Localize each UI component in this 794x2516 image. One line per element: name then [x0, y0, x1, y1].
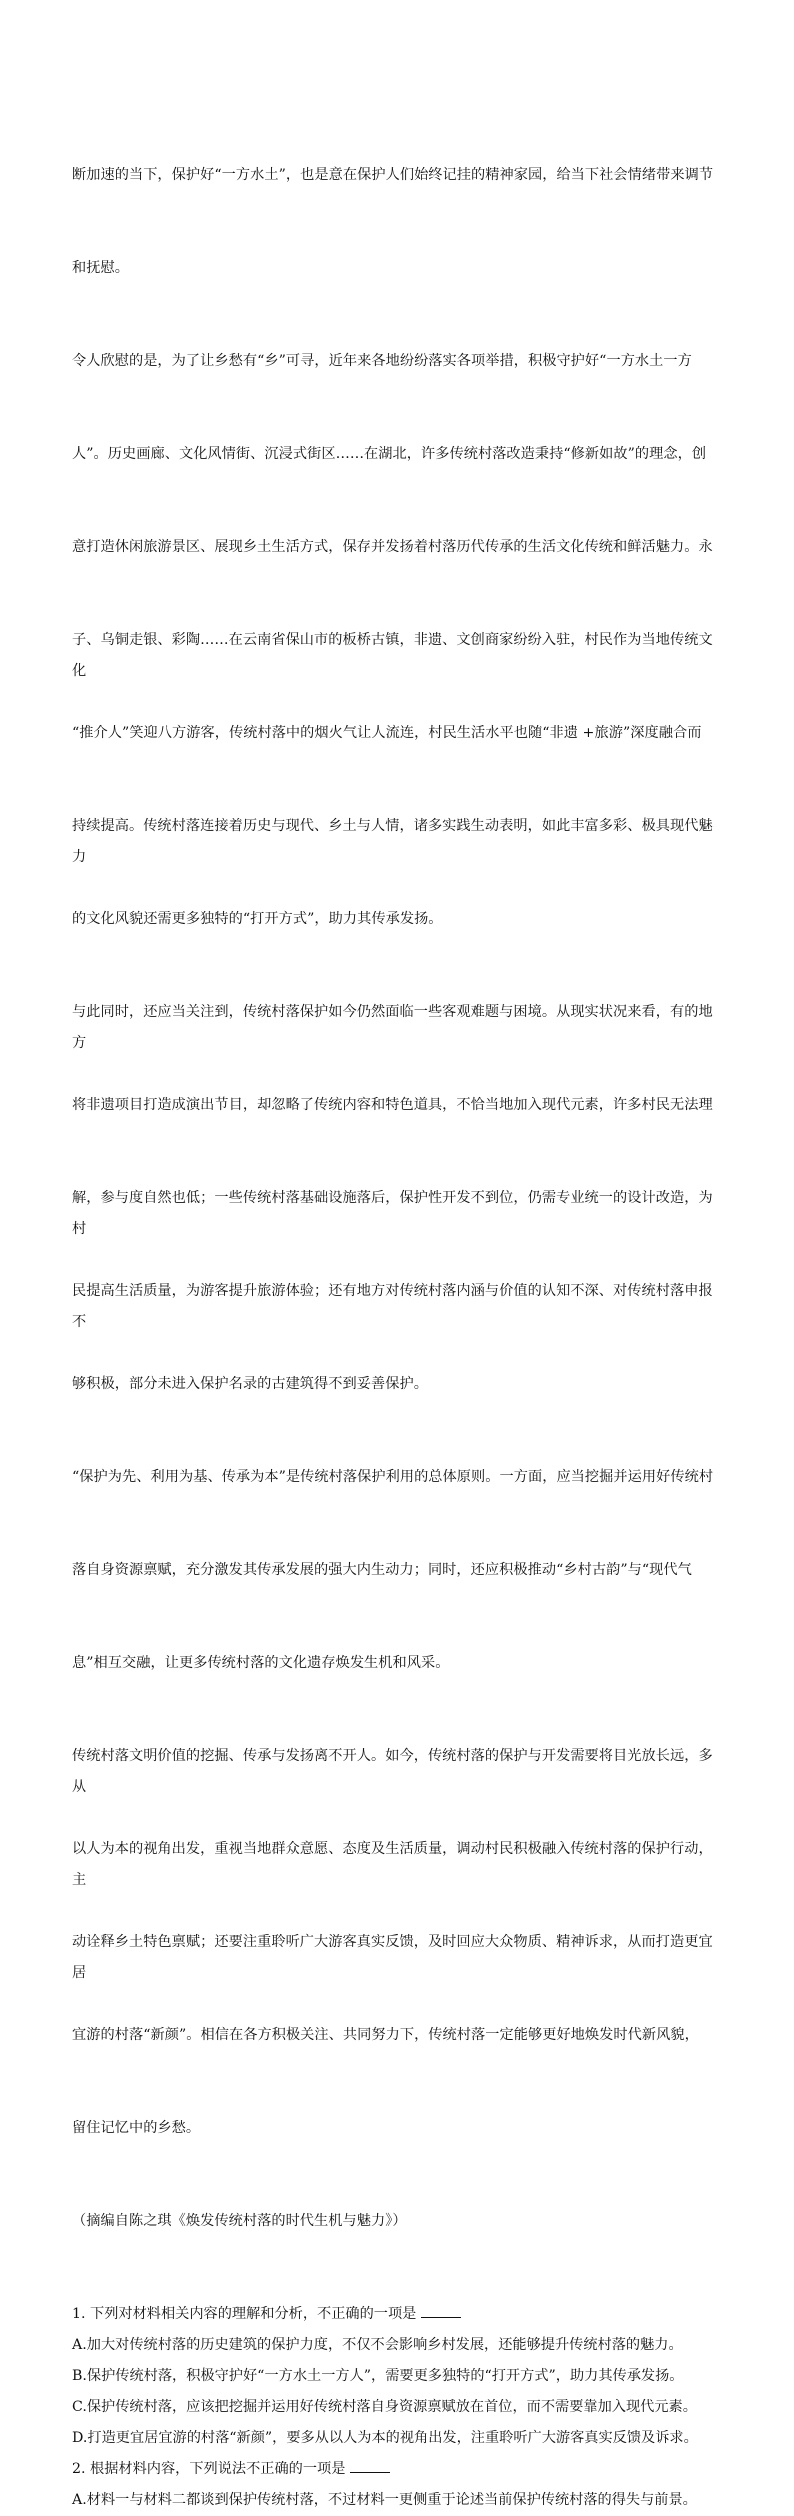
passage-line: 以人为本的视角出发，重视当地群众意愿、态度及生活质量，调动村民积极融入传统村落的保护行动，主	[72, 1841, 713, 1888]
question-1-option-c: C.保护传统村落，应该把挖掘并运用好传统村落自身资源禀赋放在首位，而不需要靠加入现代元素。	[72, 2399, 697, 2415]
question-2-stem	[72, 2454, 722, 2485]
question-1-stem	[72, 2299, 722, 2330]
passage-line: 民提高生活质量，为游客提升旅游体验；还有地方对传统村落内涵与价值的认知不深、对传统村落申报不	[72, 1283, 713, 1330]
passage-line: 断加速的当下，保护好“一方水土”，也是意在保护人们始终记挂的精神家园，给当下社会情绪带来调节	[72, 167, 714, 183]
question-1-option-d: D.打造更宜居宜游的村落“新颜”，要多从以人为本的视角出发，注重聆听广大游客真实反馈及诉求。	[72, 2430, 698, 2446]
passage-line: 传统村落文明价值的挖掘、传承与发扬离不开人。如今，传统村落的保护与开发需要将目光放长远，多从	[72, 1748, 713, 1795]
question-1-option-a: A.加大对传统村落的历史建筑的保护力度，不仅不会影响乡村发展，还能够提升传统村落的魅力。	[72, 2337, 683, 2353]
passage-line: 人”。历史画廊、文化风情街、沉浸式街区……在湖北，许多传统村落改造秉持“修新如故”的理念，创	[72, 446, 707, 462]
passage-line: 够积极，部分未进入保护名录的古建筑得不到妥善保护。	[72, 1376, 428, 1392]
answer-blank-1[interactable]	[421, 2303, 461, 2318]
document-content	[72, 98, 722, 2516]
passage-line: 的文化风貌还需更多独特的“打开方式”，助力其传承发扬。	[72, 911, 443, 927]
passage-line: 子、乌铜走银、彩陶……在云南省保山市的板桥古镇，非遗、文创商家纷纷入驻，村民作为当地传统文化	[72, 632, 713, 679]
passage-line: “保护为先、利用为基、传承为本”是传统村落保护利用的总体原则。一方面，应当挖掘并运用好传统村	[72, 1469, 714, 1485]
passage-line: 息”相互交融，让更多传统村落的文化遗存焕发生机和风采。	[72, 1655, 450, 1671]
question-1-option-b: B.保护传统村落，积极守护好“一方水土一方人”，需要更多独特的“打开方式”，助力其传承发扬。	[72, 2368, 684, 2384]
question-1-text: 1. 下列对材料相关内容的理解和分析，不正确的一项是	[72, 2306, 417, 2322]
passage-line: 宜游的村落“新颜”。相信在各方积极关注、共同努力下，传统村落一定能够更好地焕发时代新风貌，	[72, 2027, 699, 2043]
passage-line: 和抚慰。	[72, 260, 129, 276]
passage-line: “推介人”笑迎八方游客，传统村落中的烟火气让人流连，村民生活水平也随“非遗 +旅游”深度融合而	[72, 725, 702, 741]
passage-line: 动诠释乡土特色禀赋；还要注重聆听广大游客真实反馈，及时回应大众物质、精神诉求，从而打造更宜居	[72, 1934, 713, 1981]
passage-line: 将非遗项目打造成演出节目，却忽略了传统内容和特色道具，不恰当地加入现代元素，许多村民无法理	[72, 1097, 713, 1113]
passage-line: 解，参与度自然也低；一些传统村落基础设施落后，保护性开发不到位，仍需专业统一的设计改造，为村	[72, 1190, 713, 1237]
source-citation: （摘编自陈之琪《焕发传统村落的时代生机与魅力》）	[72, 2213, 407, 2229]
question-2-text: 2. 根据材料内容，下列说法不正确的一项是	[72, 2461, 346, 2477]
passage-line: 意打造休闲旅游景区、展现乡土生活方式，保存并发扬着村落历代传承的生活文化传统和鲜活魅力。永	[72, 539, 713, 555]
passage-line: 持续提高。传统村落连接着历史与现代、乡土与人情，诸多实践生动表明，如此丰富多彩、极具现代魅力	[72, 818, 713, 865]
passage-line: 令人欣慰的是，为了让乡愁有“乡”可寻，近年来各地纷纷落实各项举措，积极守护好“一方水土一方	[72, 353, 692, 369]
question-2-option-a: A.材料一与材料二都谈到保护传统村落，不过材料一更侧重于论述当前保护传统村落的得失与前景。	[72, 2492, 697, 2508]
passage-text	[72, 98, 722, 2299]
answer-blank-2[interactable]	[350, 2458, 390, 2473]
passage-line: 与此同时，还应当关注到，传统村落保护如今仍然面临一些客观难题与困境。从现实状况来看，有的地方	[72, 1004, 713, 1051]
passage-line: 落自身资源禀赋，充分激发其传承发展的强大内生动力；同时，还应积极推动“乡村古韵”与“现代气	[72, 1562, 692, 1578]
passage-line: 留住记忆中的乡愁。	[72, 2120, 201, 2136]
